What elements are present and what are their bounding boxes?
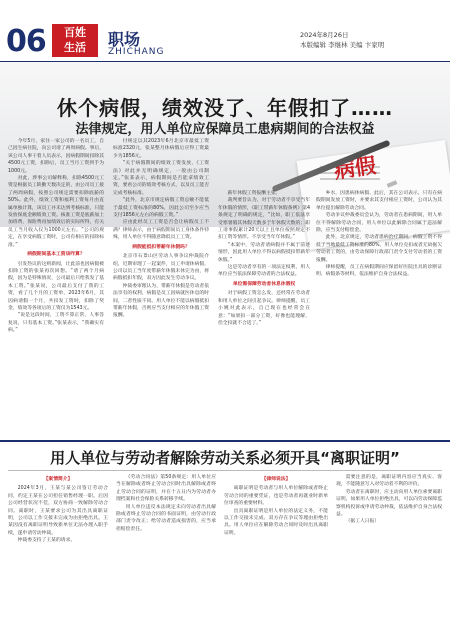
bottom-column-2 [116, 474, 216, 636]
paragraph: 对于病假工资怎么发，还经常在劳动者和用人单位之间引起争议。律师提醒，员工小姚对此表示，自己现在也经常会在意：“如果扣一部分工资，好像也能理解，但全扣就不合适了。” [218, 291, 310, 326]
paragraph: “此外，北京市规定病假工资总额不能低于最低工资标准的80%，因此公司至少应当支付1856元左右的病假工资。” [113, 198, 209, 219]
section-title: 职场 [108, 30, 141, 49]
paragraph: 离职证明是劳动者与用人单位解除或者终止劳动合同的重要凭证，也是劳动者再就业时新单位审查的重要材料。 [224, 486, 328, 507]
paragraph: 仲裁委支持了王某的请求。 [17, 538, 76, 544]
paragraph: 引发热议的这则新闻，让此前也因病假被扣除工资的张某再次回想。“请了两个月病假，因为是特殊情况，公司最后只给我发了基本工资。”张某说，公司最后支付了我的工资，看了几个月的工资单，2023年6月，其因病请假一个月，共扣发工资时，扣除了奖金、绩效等各项后的工资仅为1543元。 [8, 261, 104, 311]
bottom-rule [8, 470, 442, 471]
bottom-article-headline: 用人单位与劳动者解除劳动关系必须开具“离职证明” [50, 449, 400, 467]
bottom-subhead: 【案情简介】 [43, 477, 73, 482]
article-column-3 [218, 190, 310, 433]
issue-date: 2024年8月26日 [300, 31, 349, 39]
paragraph: 北京市石景山区劳动人事争议仲裁院介绍，近期审理了一起案件，员工申请休病假，公司以员工当年度带薪年休假未休完为由，将病假抵扣年假，双方因此发生劳动争议。 [113, 254, 209, 282]
article-column-4 [316, 190, 442, 433]
paragraph: 劳动争议仲裁委员会认为，劳动者在患病期间，用人单位不得解除劳动合同，用人单位以此解除合同属于违法解除，应当支付赔偿金。 [316, 213, 442, 234]
brand-logo [52, 24, 98, 57]
section-subhead: 病假能抵扣带薪年休假吗？ [132, 244, 190, 250]
section-pinyin: ZHICHANG [108, 47, 165, 57]
article-column-2 [113, 138, 209, 433]
paragraph: “说是这段时间，工资不算正常，人事答复说，只有基本工资。”张某表示，“我确实有病。” [8, 313, 104, 334]
paragraph: “关于病假期间的绩效工资发放，《工资法》对此并无明确规定，一般由公司制定。”张某表示，病假期间是否能拿绩效工资，要看公司的绩效考核方式，以及员工能否完成考核标准。 [113, 161, 209, 196]
bottom-column-4 [336, 474, 442, 636]
paragraph: 律师提醒，员工在病假期间应保留好医院出具的诊断证明、病假条等材料，依法维护自身合法权益。 [316, 265, 442, 278]
editors-credit: 本版编辑 李继林 美编 卞家明 [300, 41, 385, 49]
paragraph: 这是劳动者享有的一项法定权利，用人单位应当依法保障劳动者的合法权益。 [218, 265, 310, 278]
paragraph: 对此，涉事公司解释称，扣除4500元工资是根据员工缺勤天数决定的，由公司员工接了两周病假，按照公司规定需要扣除底薪的50%。此外，绩效工资和福利工资每月由直属单独计算，该员工并未达到考核标准，只能发放保底金额绩效工资。核准工资是底薪加上加班费、保险费再加绩效后的实际所得，有关员工当月收入仅为1000元左右。“公司的规定，在享受病假工资时，公司有相应的扣除标准。” [8, 176, 104, 248]
main-headline: 休个病假，绩效没了、年假扣了…… [57, 96, 393, 120]
paragraph: 2024年3月，王某与某公司签订劳动合同，约定王某在公司担任销售经理一职。后因公司经营状况不佳，双方协商一致解除劳动合同。离职时，王某要求公司为其出具离职证明，公司以工作交接未完成为由拒绝出具。王某因没有离职证明导致新单位无法办理入职手续，遂申请劳动仲裁。 [8, 486, 108, 536]
sub-headline: 法律规定，用人单位应保障员工患病期间的合法权益 [75, 122, 375, 137]
paragraph: 应由此经员工工资是否会让病假员工不满？律师表示，由于病假期间员工身体条件特殊，用人单位不得随意降低员工工资。 [113, 220, 209, 241]
paragraph: 裁判要旨认为，对于劳动者不享受当年年休假的情形，《职工带薪年休假条例》第4条规定了明确的规定，“比如，职工依法享受寒暑假其休假天数多于年休假天数的；职工请事假累计20天以上且单位按照规定不扣工资等情形。不享受当年年休假。” [218, 198, 310, 241]
paragraph: 需要注意的是，离职证明内容应当真实、客观，不能随意写入对劳动者不利的评价。 [336, 475, 442, 488]
brand-line-1: 百姓 [64, 26, 86, 39]
source-credit: （据工人日报） [345, 519, 380, 525]
page-number: 06 [6, 24, 46, 59]
section-divider [0, 440, 450, 442]
paragraph: 此外，北京规定，劳动者患病治疗期间，病假工资不得低于当地最低工资标准的80%，用人单位克扣或者无故拖欠劳动者工资的，由劳动保障行政部门责令支付劳动者的工资报酬。 [316, 235, 442, 263]
bottom-column-3 [224, 474, 328, 636]
bottom-column-1 [8, 474, 108, 636]
section-subhead: 病假期间基本工资该咋算？ [27, 252, 85, 258]
paragraph: 薪年休假工资报酬主张。 [227, 191, 281, 196]
paragraph: 《劳动合同法》第50条规定：用人单位应当在解除或者终止劳动合同时出具解除或者终止劳动合同的证明，并在十五日内为劳动者办理档案和社会保险关系转移手续。 [116, 475, 216, 503]
paragraph: 仲裁委审理认为，带薪年休假是劳动者依法享有的权利，病假是员工因病就医休息的时间，二者性质不同。用人单位不能以病假抵扣带薪年休假，否则应当支付相应的年休假工资报酬。 [113, 283, 209, 319]
paragraph: 用人单位违反本法规定未向劳动者出具解除或者终止劳动合同的书面证明，由劳动行政部门责令改正；给劳动者造成损害的，应当承担赔偿责任。 [116, 504, 216, 532]
brand-line-2: 生活 [64, 41, 86, 54]
paragraph: 今年5月，家住一家公司的一名员工，自己因生病住院，向公司请了两周病假。事后，该公司人事干着人员表示，因病假期间扣除其4500元工资，扣除后，员工当月工资到手为1000元。 [8, 139, 104, 174]
article-column-1 [8, 138, 104, 433]
paragraph: 劳动者在离职时，应主动向用人单位索要离职证明，如果用人单位拒绝出具，可以向劳动保障监察机构投诉或申请劳动仲裁，依法维护自身合法权益。 [336, 489, 442, 518]
paragraph: 出具离职证明是用人单位的法定义务，不能以工作交接未完成、双方存在争议等理由拒绝出具。用人单位应在解除劳动合同时及时出具离职证明。 [224, 508, 328, 536]
bottom-subhead: 【律师说法】 [261, 477, 291, 482]
paragraph: “本案中，劳动者请病假并不属于前述情形，因此用人单位不得以病假抵扣带薪年休假。” [218, 242, 310, 263]
sick-leave-word: 病假 [332, 153, 378, 184]
paragraph: 乡水，因患病休病假、此后，其在公司表示，只有在病假期间发放工资时，并要求其支付相应工资时，公司认为其单位提出解除劳动合同。 [316, 191, 442, 211]
section-subhead: 单位需保障劳动者休息休假权 [232, 281, 296, 287]
paragraph: 付规定以其2023年6月北京市最低工资标准2320元，张某整月休病假后应得工资最少为1856元。 [113, 139, 209, 159]
